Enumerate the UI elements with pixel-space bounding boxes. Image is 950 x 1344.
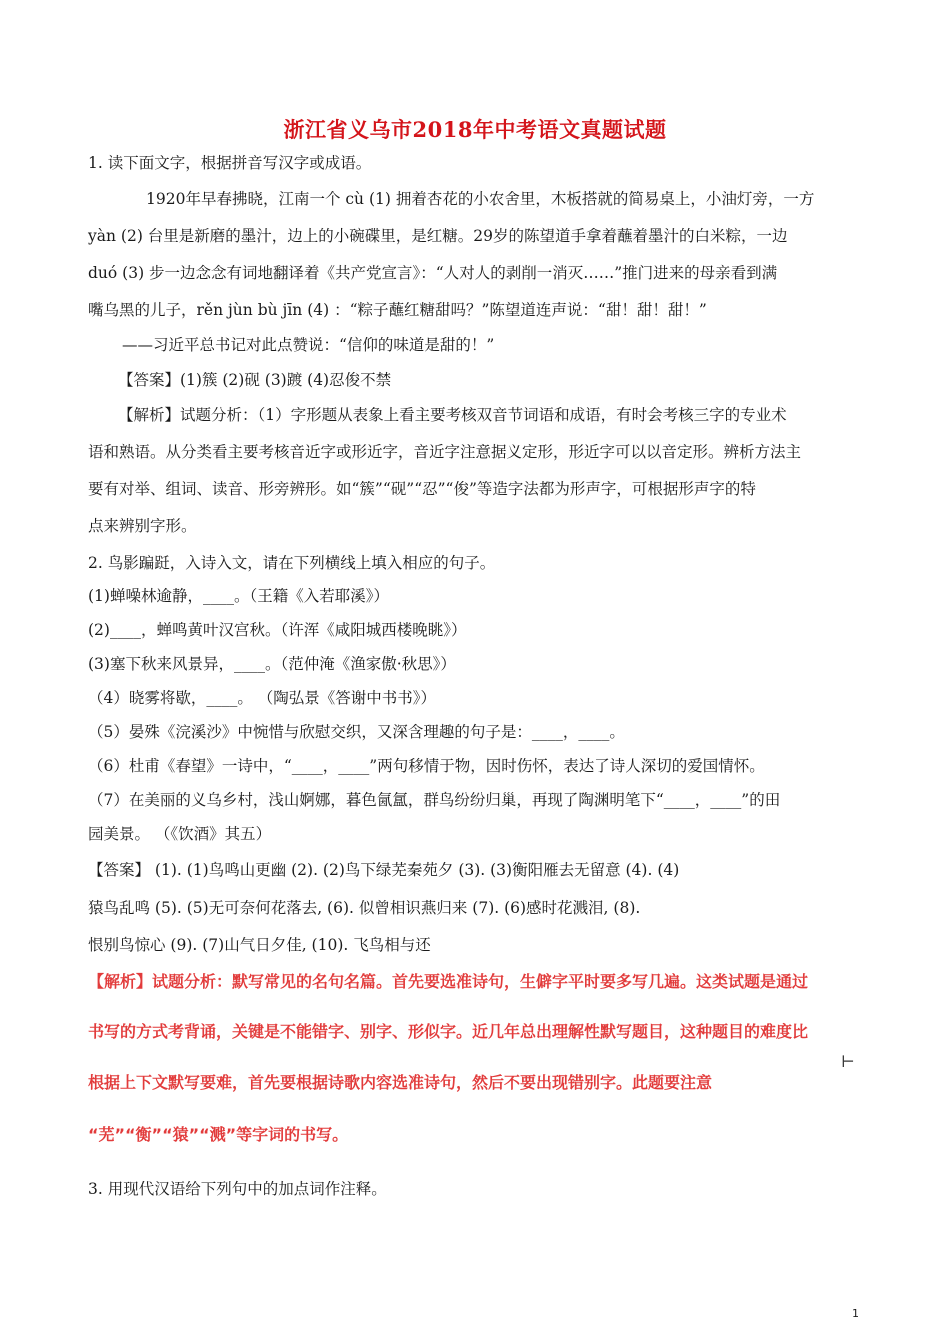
page-number: 1 xyxy=(852,1307,859,1320)
q1-passage-line-5: ——习近平总书记对此点赞说：“信仰的味道是甜的！” xyxy=(122,336,495,354)
q1-prompt: 1. 读下面文字，根据拼音写汉字或成语。 xyxy=(88,154,372,172)
q2-item-5: （5）晏殊《浣溪沙》中惋惜与欣慰交织，又深含理趣的句子是：____，____。 xyxy=(88,723,625,741)
cursor-mark-icon: ⊢ xyxy=(841,1052,855,1071)
q2-answer-line-3: 恨别鸟惊心 (9). (7)山气日夕佳, (10). 飞鸟相与还 xyxy=(88,936,431,954)
page-title: 浙江省义乌市2018年中考语文真题试题 xyxy=(283,117,667,142)
q2-analysis-line-4: “芜”“衡”“猿”“溅”等字词的书写。 xyxy=(88,1125,349,1144)
q1-analysis-line-4: 点来辨别字形。 xyxy=(88,517,197,535)
q1-answer: 【答案】(1)簇 (2)砚 (3)踱 (4)忍俊不禁 xyxy=(118,371,392,389)
q3-prompt: 3. 用现代汉语给下列句中的加点词作注释。 xyxy=(88,1180,387,1198)
q2-prompt: 2. 鸟影蹁跹，入诗入文，请在下列横线上填入相应的句子。 xyxy=(88,554,496,572)
q1-passage-line-2: yàn (2) 台里是新磨的墨汁，边上的小碗碟里，是红糖。29岁的陈望道手拿着蘸着墨汁的白米粽，一边 xyxy=(88,227,788,245)
q2-analysis-line-1: 【解析】试题分析：默写常见的名句名篇。首先要选准诗句，生僻字平时要多写几遍。这类试题是通过 xyxy=(88,972,809,991)
q2-item-4: （4）晓雾将歇，____。 （陶弘景《答谢中书书》） xyxy=(88,689,437,707)
q2-analysis-line-2: 书写的方式考背诵，关键是不能错字、别字、形似字。近几年总出理解性默写题目，这种题目的难度比 xyxy=(88,1022,809,1041)
q2-item-6: （6）杜甫《春望》一诗中，“____，____”两句移情于物，因时伤怀，表达了诗人深切的爱国情怀。 xyxy=(88,757,765,775)
q2-item-2: (2)____，蝉鸣黄叶汉宫秋。（许浑《咸阳城西楼晚眺》） xyxy=(88,621,467,639)
q1-analysis-line-1: 【解析】试题分析：（1）字形题从表象上看主要考核双音节词语和成语，有时会考核三字的专业术 xyxy=(118,406,787,424)
q2-item-7: （7）在美丽的义乌乡村，浅山婀娜，暮色氤氲，群鸟纷纷归巢，再现了陶渊明笔下“____，____”的田 xyxy=(88,791,781,809)
q1-analysis-line-3: 要有对举、组词、读音、形旁辨形。如“簇”“砚”“忍”“俊”等造字法都为形声字，可根据形声字的特 xyxy=(88,480,756,498)
q1-passage-line-1: 1920年早春拂晓，江南一个 cù (1) 拥着杏花的小农舍里，木板搭就的简易桌上，小油灯旁，一方 xyxy=(146,190,815,208)
q1-passage-line-3: duó (3) 步一边念念有词地翻译着《共产党宣言》：“人对人的剥削一消灭……”推门进来的母亲看到满 xyxy=(88,264,778,282)
q2-answer-line-2: 猿鸟乱鸣 (5). (5)无可奈何花落去, (6). 似曾相识燕归来 (7). (6)感时花溅泪, (8). xyxy=(88,899,641,917)
q2-item-1: (1)蝉噪林逾静，____。（王籍《入若耶溪》） xyxy=(88,587,389,605)
q1-analysis-line-2: 语和熟语。从分类看主要考核音近字或形近字，音近字注意据义定形，形近字可以以音定形。辨析方法主 xyxy=(88,443,802,461)
q2-item-3: (3)塞下秋来风景异，____。（范仲淹《渔家傲·秋思》） xyxy=(88,655,456,673)
q2-answer-line-1: 【答案】 (1). (1)鸟鸣山更幽 (2). (2)鸟下绿芜秦苑夕 (3). (3)衡阳雁去无留意 (4). (4) xyxy=(88,861,680,879)
q2-analysis-line-3: 根据上下文默写要难，首先要根据诗歌内容选准诗句，然后不要出现错别字。此题要注意 xyxy=(88,1073,713,1092)
q1-passage-line-4: 嘴乌黑的儿子，rěn jùn bù jīn (4) ：“粽子蘸红糖甜吗？”陈望道连声说：“甜！甜！甜！” xyxy=(88,301,707,319)
q2-item-7-cont: 园美景。 （《饮酒》其五） xyxy=(88,825,272,843)
